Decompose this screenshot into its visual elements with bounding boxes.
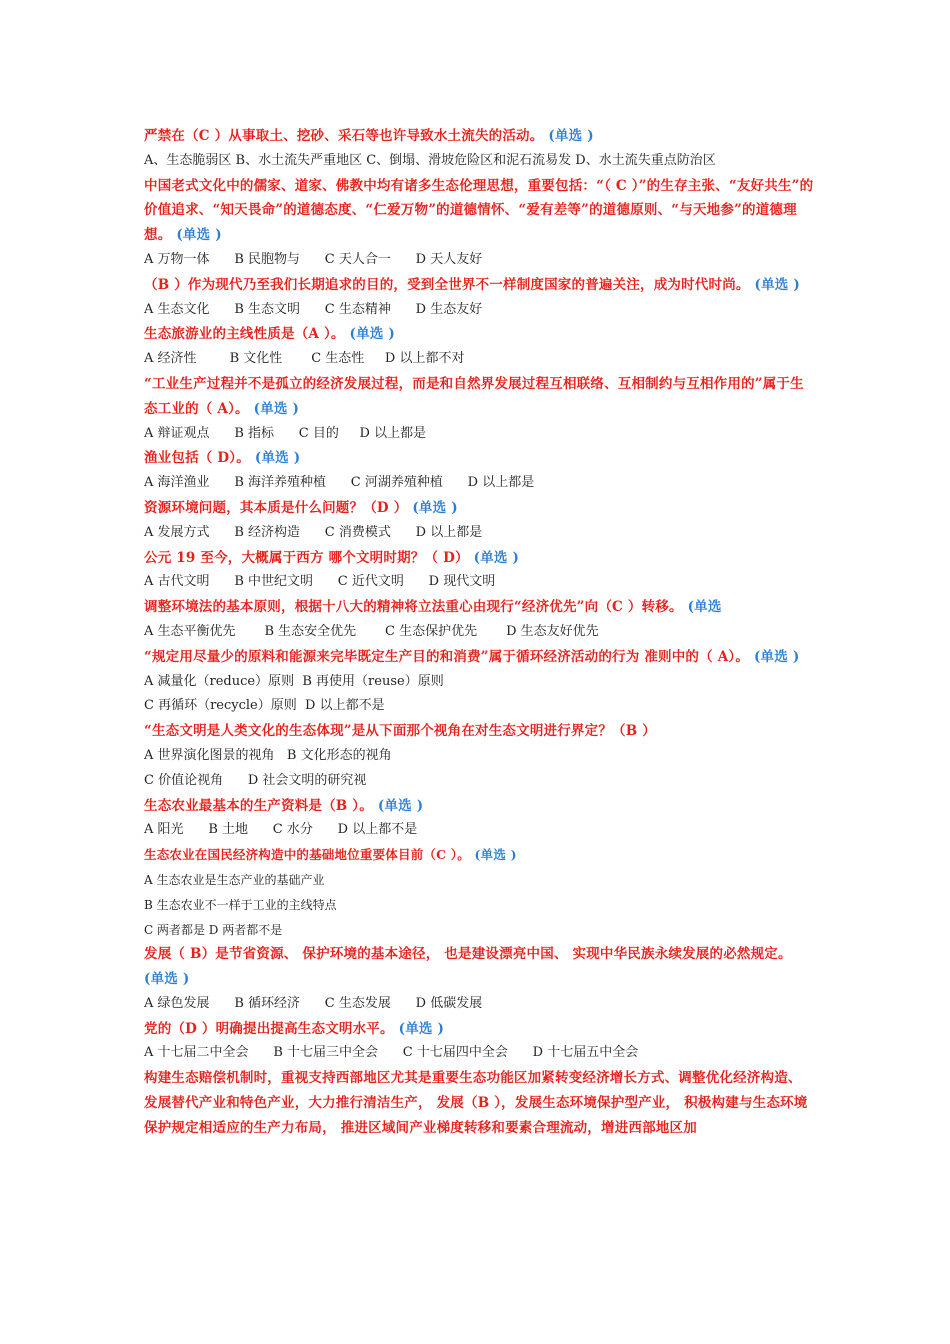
question-stem: 严禁在（C ）从事取土、挖砂、采石等也许导致水土流失的活动。 [144, 128, 544, 144]
question-stem: “规定用尽量少的原料和能源来完毕既定生产目的和消费”属于循环经济活动的行为 准则中的（ A）。 [144, 648, 750, 665]
question-stem: 构建生态赔偿机制时，重视支持西部地区尤其是重要生态功能区加紧转变经济增长方式、调整优化经济构造、发展替代产业和特色产业，大力推行清洁生产， 发展（B ），发展生态环境保护型产业， 积极构建与生态环境保护规定相适应的生产力布局， 推进区域间产业梯度转移和要素合理流动，增进西部地区加 [144, 1070, 808, 1136]
question-stem: 生态旅游业的主线性质是（A ）。 [144, 326, 345, 343]
answer-options: C 价值论视角 D 社会文明的研究视 [144, 772, 367, 788]
question-type-tag: (单选 ) [398, 1020, 445, 1037]
answer-options: A 世界演化图景的视角 B 文化形态的视角 [144, 747, 392, 763]
question-stem: 资源环境问题，其本质是什么问题？（D ） [144, 499, 408, 516]
answer-options: A 十七届二中全会 B 十七届三中全会 C 十七届四中全会 D 十七届五中全会 [144, 1045, 639, 1061]
question-stem: “工业生产过程并不是孤立的经济发展过程，而是和自然界发展过程互相联络、互相制约与互相作用的”属于生态工业的（ A）。 [144, 375, 804, 417]
question-stem: 渔业包括（ D）。 [144, 450, 250, 467]
answer-options: A、生态脆弱区 B、水土流失严重地区 C、倒塌、滑坡危险区和泥石流易发 D、水土流失重点防治区 [144, 152, 716, 168]
question-type-tag: (单选 ) [253, 400, 300, 417]
answer-options: B 生态农业不一样于工业的主线特点 [144, 897, 337, 912]
question-type-tag: (单选 ) [412, 499, 458, 516]
question-type-tag: (单选 ) [349, 326, 396, 343]
question-text [144, 1017, 814, 1042]
question-text [144, 843, 814, 868]
question-text [144, 273, 814, 298]
question-text [144, 546, 814, 571]
answer-options: A 海洋渔业 B 海洋养殖种植 C 河湖养殖种植 D 以上都是 [144, 475, 535, 491]
document-page [144, 124, 814, 1141]
question-stem: 调整环境法的基本原则，根据十八大的精神将立法重心由现行“经济优先”向（C ）转移。 [144, 599, 683, 616]
answer-options: A 生态文化 B 生态文明 C 生态精神 D 生态友好 [144, 301, 483, 317]
question-text [144, 1066, 814, 1140]
question-type-tag: (单选 ) [474, 847, 517, 863]
question-text [144, 794, 814, 819]
question-text [144, 174, 814, 248]
question-type-tag: (单选 [687, 599, 722, 616]
question-stem: 公元 19 至今，大概属于西方 哪个文明时期？（ D） [144, 549, 469, 566]
question-type-tag: (单选 ) [144, 971, 190, 988]
question-stem: 生态农业最基本的生产资料是（B ）。 [144, 797, 373, 814]
question-text [144, 719, 814, 744]
question-stem: （B ）作为现代乃至我们长期追求的目的，受到全世界不一样制度国家的普遍关注，成为时代时尚。 [144, 276, 750, 293]
answer-options: A 绿色发展 B 循环经济 C 生态发展 D 低碳发展 [144, 995, 483, 1011]
question-stem: 党的（D ）明确提出提高生态文明水平。 [144, 1020, 394, 1037]
question-text [144, 645, 814, 670]
question-text [144, 446, 814, 471]
answer-options: C 两者都是 D 两者都不是 [144, 922, 283, 937]
question-text [144, 942, 814, 992]
question-text [144, 595, 814, 620]
answer-options: A 减量化（reduce）原则 B 再使用（reuse）原则 [144, 673, 444, 689]
question-text [144, 496, 814, 521]
question-stem: 生态农业在国民经济构造中的基础地位重要体目前（C ）。 [144, 847, 470, 863]
answer-options: A 万物一体 B 民胞物与 C 天人合一 D 天人友好 [144, 251, 483, 267]
question-text [144, 124, 814, 149]
question-type-tag: (单选 ) [754, 276, 800, 293]
question-type-tag: (单选 ) [753, 648, 800, 665]
question-stem: 中国老式文化中的儒家、道家、佛教中均有诸多生态伦理思想，重要包括：“（ C ）”的生存主张、“友好共生”的价值追求、“知天畏命”的道德态度、“仁爱万物”的道德情怀、“爱有差等”的道德原则、“与天地参”的道德理想。 [144, 177, 814, 244]
question-type-tag: (单选 ) [548, 128, 594, 144]
answer-options: A 发展方式 B 经济构造 C 消费模式 D 以上都是 [144, 524, 483, 540]
question-type-tag: (单选 ) [377, 797, 424, 814]
answer-options: A 古代文明 B 中世纪文明 C 近代文明 D 现代文明 [144, 574, 496, 590]
answer-options: A 生态农业是生态产业的基础产业 [144, 872, 325, 887]
answer-options: C 再循环（recycle）原则 D 以上都不是 [144, 698, 385, 714]
question-stem: “生态文明是人类文化的生态体现”是从下面那个视角在对生态文明进行界定？（B ） [144, 723, 656, 740]
question-type-tag: (单选 ) [473, 549, 520, 566]
question-stem: 发展（ B）是节省资源、 保护环境的基本途径， 也是建设漂亮中国、 实现中华民族永续发展的必然规定。 [144, 946, 792, 963]
answer-options: A 阳光 B 土地 C 水分 D 以上都不是 [144, 822, 418, 838]
question-text [144, 322, 814, 347]
question-type-tag: (单选 ) [176, 227, 222, 244]
answer-options: A 生态平衡优先 B 生态安全优先 C 生态保护优先 D 生态友好优先 [144, 623, 599, 639]
question-type-tag: (单选 ) [254, 450, 301, 467]
question-text [144, 372, 814, 422]
answer-options: A 经济性 B 文化性 C 生态性 D 以上都不对 [144, 351, 465, 367]
answer-options: A 辩证观点 B 指标 C 目的 D 以上都是 [144, 425, 427, 441]
